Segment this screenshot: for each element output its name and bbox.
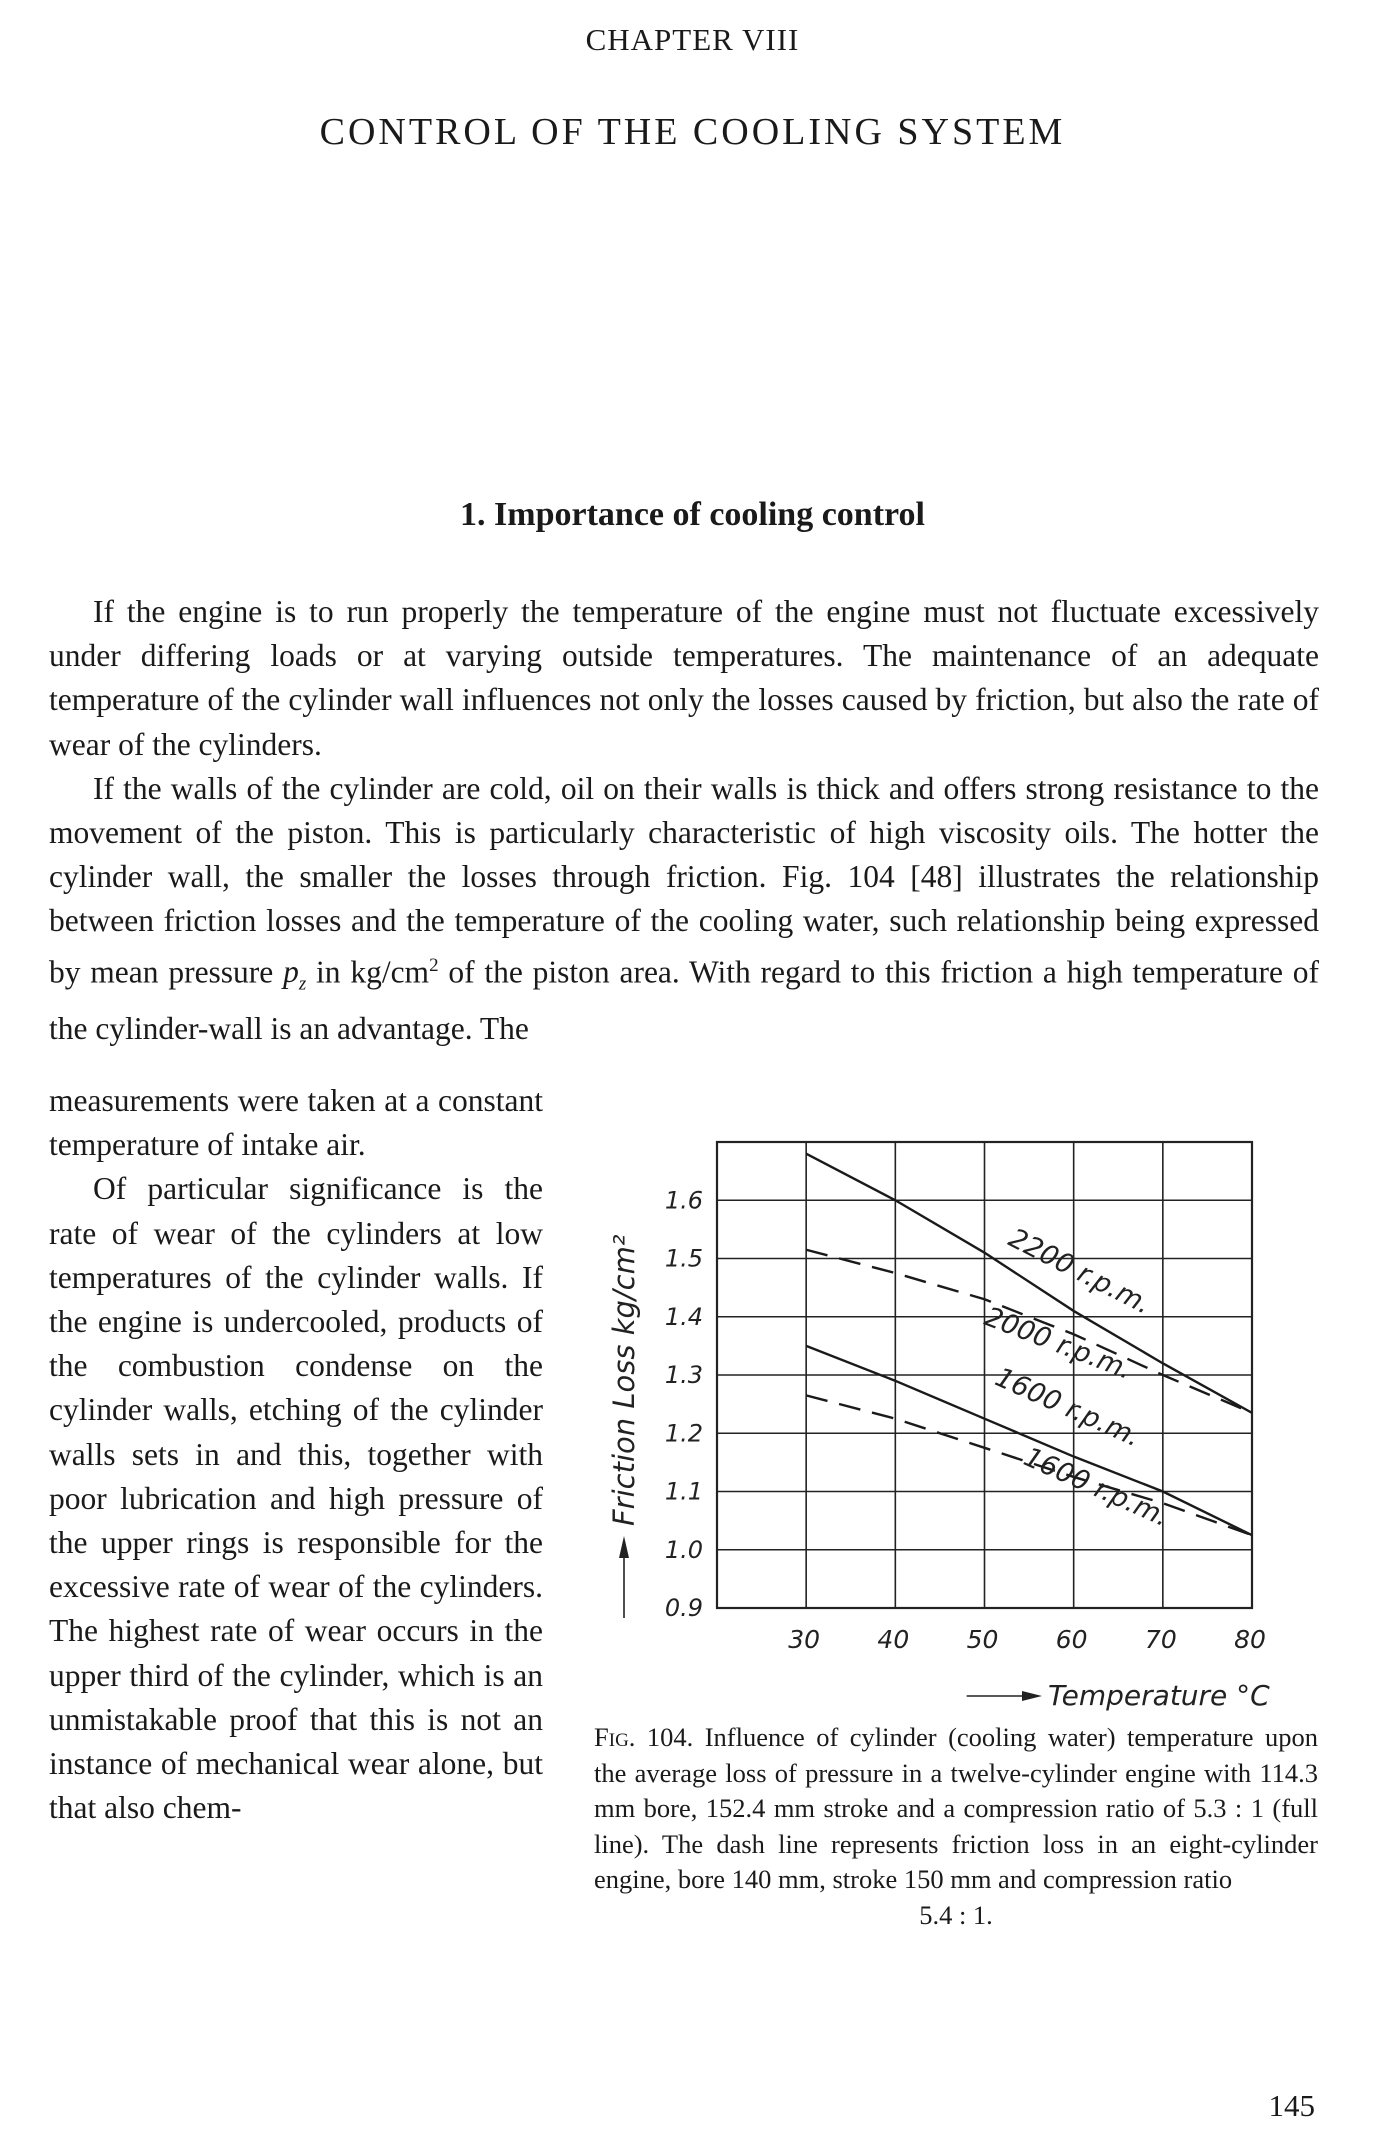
paragraph-2: [49, 767, 1319, 1051]
left-column-paragraph-2: Of particular significance is the rate of wear of the cylinders at low temperatures of the cylinder walls. If the engine is undercooled, products of the combustion condense on the cylinder walls, etching of the cylinder walls sets in and this, together with poor lubrication and high pressure of the upper rings is responsible for the excessive rate of wear of the cylinders. The highest rate of wear occurs in the upper third of the cylinder, which is an unmistakable proof that this is not an instance of mechanical wear alone, but that also chem-: [49, 1171, 543, 1826]
chapter-number: CHAPTER VIII: [585, 22, 800, 57]
x-tick-label: 40: [877, 1625, 910, 1654]
pz-symbol: $p_z$: [283, 954, 307, 995]
series-annotation: 1600 r.p.m.: [1019, 1441, 1174, 1534]
chart-labels: [607, 1186, 1270, 1712]
x-tick-label: 60: [1055, 1625, 1088, 1654]
x-tick-label: 70: [1144, 1625, 1177, 1654]
x-axis-arrowhead-icon: [1022, 1691, 1042, 1701]
paragraph-2-part-c: of the piston area. With regard to this friction a high temperature of the cylinder-wall is an advantage. The: [49, 954, 1319, 1046]
y-tick-label: 0.9: [664, 1594, 703, 1622]
chapter-title: CONTROL OF THE COOLING SYSTEM: [319, 111, 1066, 153]
caption-text: Influence of cylinder (cooling water) temperature upon the average loss of pressure in a twelve-cylinder engine with 114.3 mm bore, 152.4 mm stroke and a compression ratio of 5.3 : 1 (full line). The dash line represents friction loss in an eight-cylinder engine, bore 140 mm, stroke 150 mm and compression ratio: [594, 1722, 1318, 1894]
page-number: 145: [1268, 2088, 1315, 2123]
x-tick-label: 80: [1234, 1625, 1266, 1654]
section-heading: 1. Importance of cooling control: [460, 496, 925, 533]
x-axis-label: Temperature °C: [1048, 1679, 1270, 1712]
paragraph-1: If the engine is to run properly the temperature of the engine must not fluctuate excessively under differing loads or at varying outside temperatures. The maintenance of an adequate temperature of the cylinder wall influences not only the losses caused by friction, but also the rate of wear of the cylinders.: [49, 594, 1319, 762]
series-annotation: 1600 r.p.m.: [990, 1361, 1145, 1454]
left-column-text: [49, 1079, 543, 1830]
paragraph-2-part-b: in kg/cm: [306, 954, 430, 990]
figure-caption: [594, 1720, 1318, 1933]
y-tick-label: 1.6: [664, 1186, 703, 1215]
x-tick-label: 50: [966, 1625, 999, 1654]
body-text-full-width: [49, 590, 1319, 1051]
chart-svg: [560, 1100, 1320, 1710]
series-annotation: 2200 r.p.m.: [1003, 1222, 1156, 1321]
y-tick-label: 1.2: [664, 1419, 703, 1448]
left-column-paragraph-1: measurements were taken at a constant temperature of intake air.: [49, 1083, 543, 1163]
x-tick-label: 30: [788, 1625, 821, 1654]
y-tick-label: 1.5: [664, 1244, 703, 1273]
superscript-2: 2: [429, 954, 439, 976]
chart-grid: [717, 1142, 1252, 1608]
caption-last-line: 5.4 : 1.: [919, 1899, 993, 1930]
caption-label: Fig. 104.: [594, 1722, 694, 1752]
y-axis-arrowhead-icon: [619, 1536, 629, 1558]
paragraph-2-part-a: If the walls of the cylinder are cold, oil on their walls is thick and offers strong resistance to the movement of the piston. This is particularly characteristic of high viscosity oils. The hotter the cylinder wall, the smaller the losses through friction. Fig. 104 [48] illustrates the relationship between friction losses and the temperature of the cooling water, such relationship being expressed by mean pressure: [49, 770, 1319, 990]
series-annotation: 2000 r.p.m.: [980, 1301, 1137, 1386]
y-tick-label: 1.3: [664, 1361, 703, 1389]
y-tick-label: 1.1: [664, 1477, 703, 1506]
y-tick-label: 1.4: [664, 1302, 703, 1331]
y-axis-label: Friction Loss kg/cm²: [607, 1234, 641, 1526]
y-tick-label: 1.0: [664, 1535, 703, 1564]
friction-loss-chart: [560, 1100, 1320, 1710]
